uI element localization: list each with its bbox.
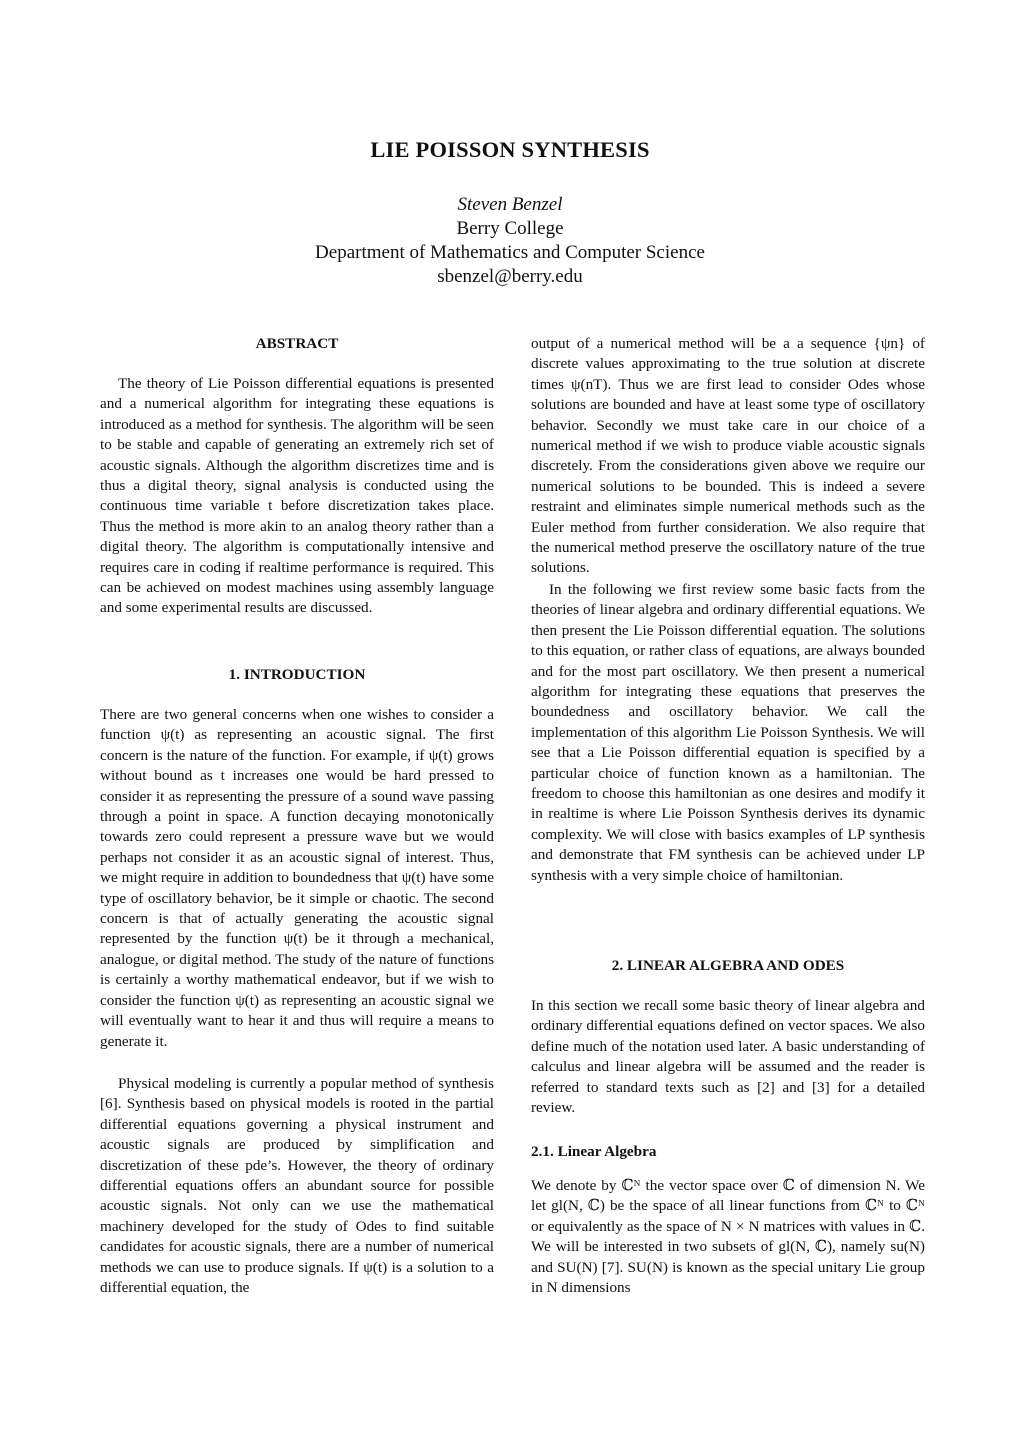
section-2-paragraph-2: We denote by ℂᴺ the vector space over ℂ of dimension N. We let gl(N, ℂ) be the space of all linear functions from ℂᴺ to ℂᴺ or equivalently as the space of N × N matrices with values in ℂ. We will be interested in two subsets of gl(N, ℂ), namely su(N) and SU(N) [7]. SU(N) is known as the special unitary Lie group in N dimensions [531,1177,925,1297]
author-department: Department of Mathematics and Computer Science [315,242,705,263]
section-2-paragraph-1: In this section we recall some basic theory of linear algebra and ordinary differential equations defined on vector spaces. We also define much of the notation used later. A basic understanding of calculus and linear algebra will be assumed and the reader is referred to standard texts such as [2] and [3] for a detailed review. [531,997,925,1117]
subsection-2-1-heading: 2.1. Linear Algebra [531,1143,657,1160]
section-1-paragraph-1: There are two general concerns when one wishes to consider a function ψ(t) as representing an acoustic signal. The first concern is the nature of the function. For example, if ψ(t) grows without bound as t increases one would be hard pressed to consider it as representing the pressure of a sound wave passing through a point in space. A function decaying monotonically towards zero could represent a pressure wave but we would perhaps not consider it as an acoustic signal of interest. Thus, we might require in addition to boundedness that ψ(t) have some type of oscillatory behavior, be it simple or chaotic. The second concern is that of actually generating the acoustic signal represented by the function ψ(t) be it through a mechanical, analogue, or digital method. The study of the nature of functions is certainly a worthy mathematical endeavor, but if we wish to consider the function ψ(t) as representing an acoustic signal we will eventually want to hear it and thus will require a means to generate it. [100,706,494,1050]
author-name: Steven Benzel [457,194,563,215]
section-1-paragraph-3: output of a numerical method will be a a sequence {ψn} of discrete values approximating to the true solution at discrete times ψ(nT). Thus we are first lead to consider Odes whose solutions are bounded and have at least some type of oscillatory behavior. Secondly we must take care in our choice of a numerical method if we wish to produce viable acoustic signals discretely. From the considerations given above we require our numerical solutions to be bounded. This is indeed a severe restraint and eliminates simple numerical methods such as the Euler method from further consideration. We also require that the numerical method preserve the oscillatory nature of the true solutions. [531,335,925,577]
abstract-text: The theory of Lie Poisson differential equations is presented and a numerical algorithm for integrating these equations is introduced as a method for synthesis. The algorithm will be seen to be stable and capable of generating an extremely rich set of acoustic signals. Although the algorithm discretizes time and is thus a digital theory, signal analysis is conducted using the continuous time variable t before discretization takes place. Thus the method is more akin to an analog theory rather than a digital theory. The algorithm is computationally intensive and requires care in coding if realtime performance is required. This can be achieved on modest machines using assembly language and some experimental results are discussed. [100,375,494,617]
paper-title: LIE POISSON SYNTHESIS [370,137,650,162]
author-block [0,193,1020,289]
section-1-heading: 1. INTRODUCTION [228,666,366,683]
section-1-paragraph-2: Physical modeling is currently a popular method of synthesis [6]. Synthesis based on physical models is rooted in the partial differential equations governing a physical instrument and acoustic signals are produced by simplification and discretization of these pde’s. However, the theory of ordinary differential equations offers an abundant source for possible acoustic signals. Not only can we use the mathematical machinery developed for the study of Odes to find suitable candidates for acoustic signals, there are a number of numerical methods we can use to produce signals. If ψ(t) is a solution to a differential equation, the [100,1075,494,1297]
section-2-heading: 2. LINEAR ALGEBRA AND ODES [611,957,845,974]
author-email: sbenzel@berry.edu [437,266,583,287]
author-affiliation: Berry College [456,218,564,239]
section-1-paragraph-4: In the following we first review some basic facts from the theories of linear algebra and ordinary differential equations. We then present the Lie Poisson differential equation. The solutions to this equation, or rather class of equations, are always bounded and for the most part oscillatory. We then present a numerical algorithm for integrating these equations that preserves the boundedness and oscillatory behavior. We call the implementation of this algorithm Lie Poisson Synthesis. We will see that a Lie Poisson differential equation is specified by a particular choice of function known as a hamiltonian. The freedom to choose this hamiltonian as one desires and modify it in realtime is where Lie Poisson Synthesis derives its dynamic complexity. We will close with basics examples of LP synthesis and demonstrate that FM synthesis can be achieved under LP synthesis with a very simple choice of hamiltonian. [531,581,925,884]
abstract-heading: ABSTRACT [255,335,339,352]
